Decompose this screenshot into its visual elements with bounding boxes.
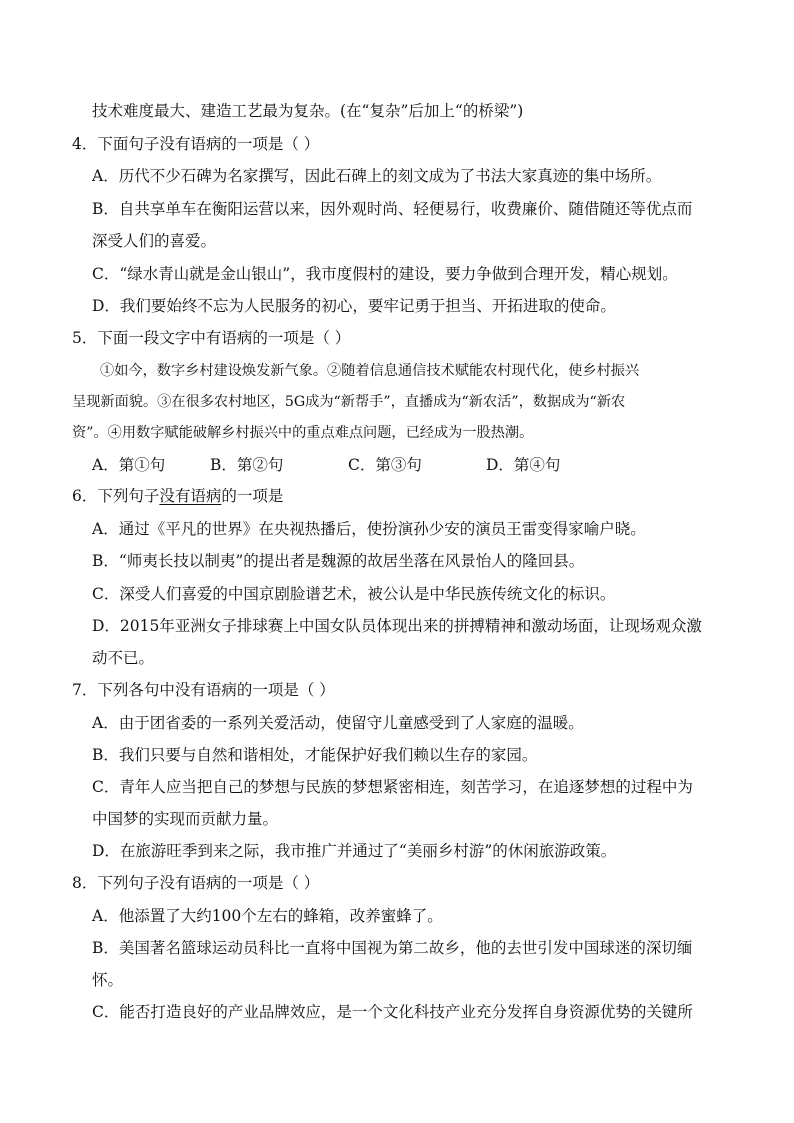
question-5-stem: 5．下面一段文字中有语病的一项是（ ） <box>72 329 351 347</box>
question-5-option-a: A．第①句 <box>92 456 166 474</box>
question-6-stem <box>72 486 283 506</box>
question-4-option-c: C．“绿水青山就是金山银山”，我市度假村的建设，要力争做到合理开发，精心规划。 <box>92 265 678 283</box>
question-7-option-d: D．在旅游旺季到来之际，我市推广并通过了“美丽乡村游”的休闲旅游政策。 <box>92 842 617 860</box>
question-5-passage-line-2: 呈现新面貌。③在很多农村地区，5G成为“新帮手”，直播成为“新农活”，数据成为“新农 <box>72 394 626 410</box>
question-7-option-c: C．青年人应当把自己的梦想与民族的梦想紧密相连，刻苦学习，在追逐梦想的过程中为 <box>92 778 693 796</box>
question-4-option-b: B．自共享单车在衡阳运营以来，因外观时尚、轻便易行，收费廉价、随借随还等优点而 <box>92 200 693 218</box>
question-4-option-b-continued: 深受人们的喜爱。 <box>92 232 217 250</box>
question-5-passage: ①如今，数字乡村建设焕发新气象。②随着信息通信技术赋能农村现代化，使乡村振兴 <box>100 363 640 379</box>
question-8-option-b: B．美国著名篮球运动员科比一直将中国视为第二故乡，他的去世引发中国球迷的深切缅 <box>92 939 693 957</box>
question-4-option-a: A．历代不少石碑为名家撰写，因此石碑上的刻文成为了书法大家真迹的集中场所。 <box>92 167 662 185</box>
question-6-option-c: C．深受人们喜爱的中国京剧脸谱艺术，被公认是中华民族传统文化的标识。 <box>92 585 616 603</box>
question-8-option-b-continued: 怀。 <box>92 971 124 989</box>
text-line: 技术难度最大、建造工艺最为复杂。(在“复杂”后加上“的桥梁”) <box>92 102 524 120</box>
question-8-stem: 8．下列句子没有语病的一项是（ ） <box>72 874 320 892</box>
question-8-option-c: C．能否打造良好的产业品牌效应，是一个文化科技产业充分发挥自身资源优势的关键所 <box>92 1003 693 1021</box>
question-7-stem: 7．下列各句中没有语病的一项是（ ） <box>72 681 335 699</box>
question-6-option-a: A．通过《平凡的世界》在央视热播后，使扮演孙少安的演员王雷变得家喻户晓。 <box>92 520 646 538</box>
question-7-option-a: A．由于团省委的一系列关爱活动，使留守儿童感受到了人家庭的温暖。 <box>92 714 584 732</box>
question-8-option-a: A．他添置了大约100个左右的蜂箱，改养蜜蜂了。 <box>92 907 443 925</box>
question-7-option-b: B．我们只要与自然和谐相处，才能保护好我们赖以生存的家园。 <box>92 746 538 764</box>
question-5-option-d: D．第④句 <box>486 456 561 474</box>
question-6-stem-suffix: 的一项是 <box>221 487 284 505</box>
question-6-option-d: D．2015年亚洲女子排球赛上中国女队员体现出来的拼搏精神和激动场面，让现场观众激 <box>92 617 702 635</box>
question-6-option-d-continued: 动不已。 <box>92 649 155 667</box>
question-6-option-b: B．“师夷长技以制夷”的提出者是魏源的故居坐落在风景怡人的隆回县。 <box>92 552 585 570</box>
question-5-option-c: C．第③句 <box>348 456 422 474</box>
question-4-option-d: D．我们要始终不忘为人民服务的初心，要牢记勇于担当、开拓进取的使命。 <box>92 297 616 315</box>
question-6-stem-prefix: 6．下列句子 <box>72 487 160 505</box>
question-7-option-c-continued: 中国梦的实现而贡献力量。 <box>92 810 279 828</box>
question-4-stem: 4．下面句子没有语病的一项是（ ） <box>72 135 320 153</box>
question-5-options <box>92 455 560 475</box>
question-6-underlined-phrase: 没有语病 <box>159 487 222 505</box>
question-5-option-b: B．第②句 <box>210 456 284 474</box>
question-5-passage-line-3: 资”。④用数字赋能破解乡村振兴中的重点难点问题，已经成为一股热潮。 <box>72 425 534 441</box>
